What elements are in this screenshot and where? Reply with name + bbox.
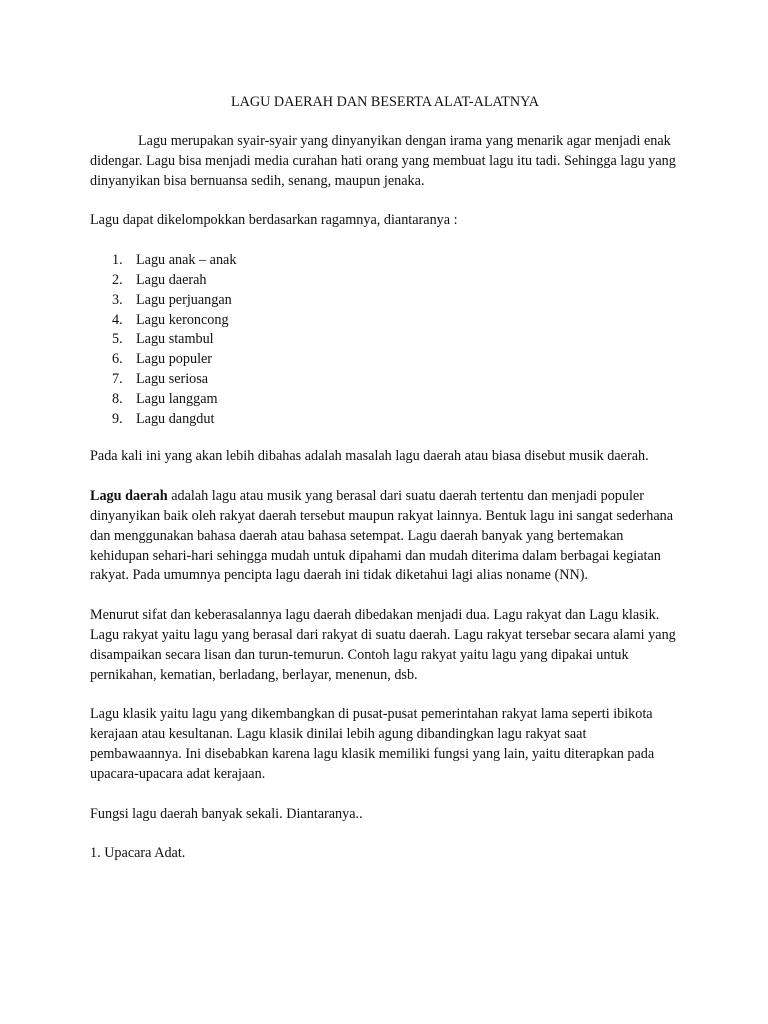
upacara-paragraph: 1. Upacara Adat. <box>90 845 186 862</box>
list-item-text: Lagu perjuangan <box>136 291 232 308</box>
list-item-text: Lagu daerah <box>136 271 207 288</box>
list-item <box>112 350 680 370</box>
klasik-paragraph: Lagu klasik yaitu lagu yang dikembangkan di pusat-pusat pemerintahan rakyat lama seperti ibikota kerajaan atau kesultanan. Lagu klasik dinilai lebih agung dibandingkan lagu rakyat saat pembawaannya. Ini disebabkan karena lagu klasik memiliki fungsi yang lain, yaitu diterapkan pada upacara-upacara adat kerajaan. <box>90 706 655 782</box>
list-item-text: Lagu keroncong <box>136 311 229 328</box>
list-item <box>112 271 680 291</box>
sifat-paragraph: Menurut sifat dan keberasalannya lagu daerah dibedakan menjadi dua. Lagu rakyat dan Lagu klasik. Lagu rakyat yaitu lagu yang berasal dari rakyat di suatu daerah. Lagu rakyat tersebar secara alami yang disampaikan secara lisan dan turun-temurun. Contoh lagu rakyat yaitu lagu yang dipakai untuk pernikahan, kematian, berladang, berlayar, menenun, dsb. <box>90 607 676 683</box>
document-title: LAGU DAERAH DAN BESERTA ALAT-ALATNYA <box>230 94 540 110</box>
list-item-text: Lagu langgam <box>136 390 218 407</box>
list-item-number: 8. <box>112 390 123 407</box>
focus-paragraph: Pada kali ini yang akan lebih dibahas adalah masalah lagu daerah atau biasa disebut musik daerah. <box>90 448 649 465</box>
list-item-text: Lagu populer <box>136 351 213 368</box>
list-item-number: 7. <box>112 370 123 387</box>
list-item-text: Lagu anak – anak <box>136 252 237 269</box>
list-item-number: 9. <box>112 410 123 427</box>
list-item-text: Lagu seriosa <box>136 370 209 387</box>
list-item-number: 1. <box>112 252 123 269</box>
list-item <box>112 390 680 410</box>
list-item <box>112 330 680 350</box>
list-item-number: 4. <box>112 311 123 328</box>
list-item-number: 6. <box>112 351 123 368</box>
fungsi-paragraph: Fungsi lagu daerah banyak sekali. Diantaranya.. <box>90 805 363 822</box>
list-item-number: 3. <box>112 291 123 308</box>
definition-paragraph <box>90 487 680 586</box>
list-item <box>112 311 680 331</box>
definition-text: adalah lagu atau musik yang berasal dari suatu daerah tertentu dan menjadi populer dinyanyikan baik oleh rakyat daerah tersebut maupun rakyat lainnya. Bentuk lagu ini sangat sederhana dan menggunakan bahasa daerah atau bahasa setempat. Lagu daerah banyak yang bertemakan kehidupan sehari-hari sehingga mudah untuk dipahami dan mudah diterima dalam berbagai kegiatan rakyat. Pada umumnya pencipta lagu daerah ini tidak diketahui lagi alias noname (NN). <box>90 488 674 584</box>
definition-term: Lagu daerah <box>90 488 168 505</box>
list-item-text: Lagu stambul <box>136 331 214 348</box>
document-page <box>90 92 680 864</box>
list-item <box>112 410 680 430</box>
song-type-list <box>90 251 680 429</box>
list-item-text: Lagu dangdut <box>136 410 215 427</box>
list-item <box>112 370 680 390</box>
list-item-number: 5. <box>112 331 123 348</box>
intro-paragraph: Lagu merupakan syair-syair yang dinyanyikan dengan irama yang menarik agar menjadi enak didengar. Lagu bisa menjadi media curahan hati orang yang membuat lagu itu tadi. Sehingga lagu yang dinyanyikan bisa bernuansa sedih, senang, maupun jenaka. <box>90 133 676 189</box>
list-item-number: 2. <box>112 271 123 288</box>
list-item <box>112 251 680 271</box>
list-item <box>112 291 680 311</box>
list-intro-paragraph: Lagu dapat dikelompokkan berdasarkan ragamnya, diantaranya : <box>90 212 458 229</box>
